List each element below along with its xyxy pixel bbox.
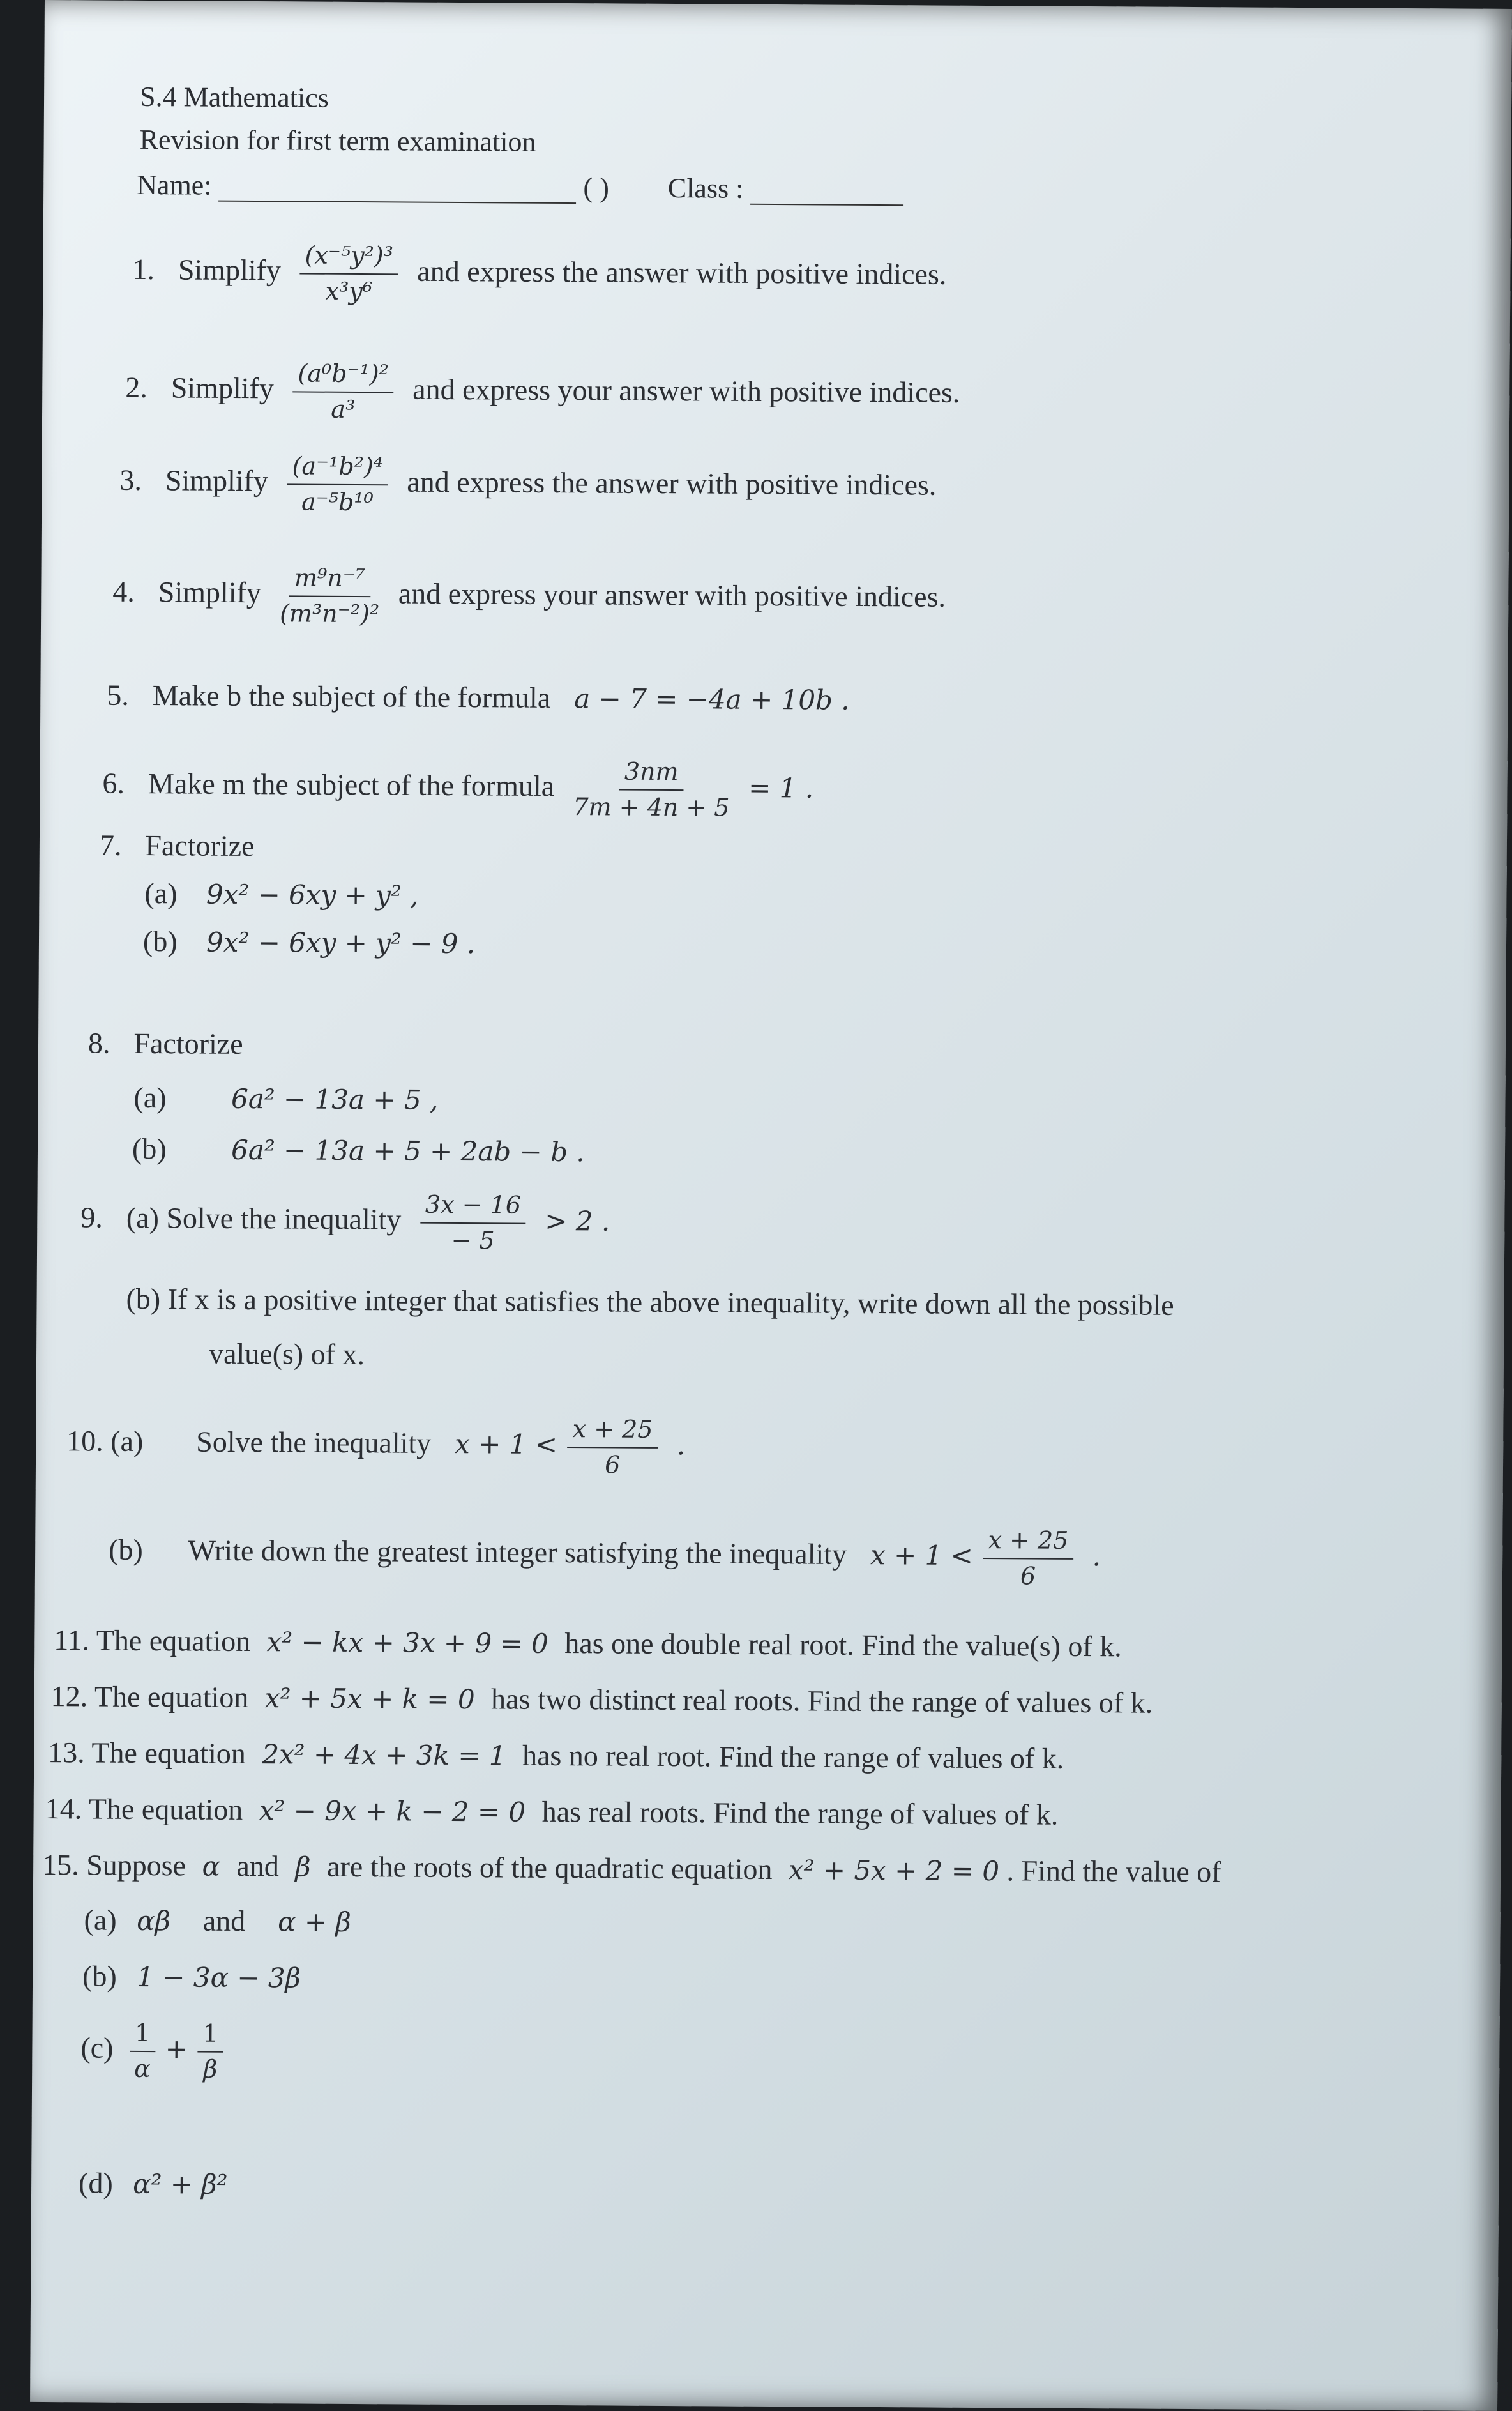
- denominator: 6: [1020, 1561, 1036, 1590]
- question-number: 2.: [125, 370, 147, 404]
- question-text: are the roots of the quadratic equation: [326, 1850, 773, 1886]
- denominator: a⁻⁵b¹⁰: [301, 487, 374, 516]
- numerator: (a⁰b⁻¹)²: [292, 359, 394, 393]
- part-label: (b): [109, 1533, 143, 1567]
- question-text: The equation: [96, 1624, 251, 1658]
- question-text: and: [202, 1904, 246, 1937]
- formula-tail: .: [676, 1429, 686, 1461]
- equation: x² + 5x + 2 = 0: [788, 1854, 1000, 1887]
- question-text: and express your answer with positive indices.: [398, 577, 946, 613]
- question-text: has no real root. Find the range of values of k.: [522, 1738, 1064, 1775]
- numerator: 1: [130, 2019, 156, 2052]
- question-10b: [109, 1521, 1101, 1592]
- question-text: has two distinct real roots. Find the range of values of k.: [490, 1682, 1153, 1719]
- question-1: [132, 240, 947, 310]
- formula-tail: .: [1092, 1540, 1101, 1572]
- expression: 9x² − 6xy + y² − 9 .: [206, 926, 476, 960]
- part-label: (b): [82, 1959, 117, 1993]
- beta-symbol: β: [295, 1851, 311, 1883]
- denominator: 7m + 4n + 5: [573, 792, 730, 822]
- class-label: Class :: [667, 172, 744, 204]
- question-5: [107, 678, 850, 717]
- equation: x² − kx + 3x + 9 = 0: [266, 1626, 548, 1659]
- numerator: 3x − 16: [420, 1190, 526, 1224]
- part-label: (a): [144, 876, 178, 910]
- question-number: 11.: [54, 1624, 90, 1657]
- question-14: [45, 1791, 1059, 1832]
- question-number: 13.: [48, 1736, 85, 1769]
- question-text: Suppose: [86, 1848, 186, 1882]
- part-label: (c): [80, 2031, 114, 2064]
- expression: x + 1 <: [455, 1428, 558, 1461]
- question-text: Simplify: [178, 253, 282, 287]
- formula-tail: = 1 .: [748, 772, 814, 804]
- question-text: Simplify: [165, 464, 269, 498]
- question-number: 1.: [132, 253, 155, 286]
- fraction: [197, 2019, 223, 2084]
- alpha-symbol: α: [202, 1850, 221, 1882]
- question-text: (a) Solve the inequality: [126, 1201, 402, 1236]
- question-text: Simplify: [158, 575, 262, 609]
- question-7: [100, 828, 255, 864]
- question-number: 6.: [102, 766, 125, 800]
- numerator: m⁹n⁻⁷: [289, 563, 370, 597]
- fraction: [983, 1526, 1073, 1591]
- formula: a − 7 = −4a + 10b .: [574, 683, 850, 716]
- question-15a: [84, 1902, 351, 1939]
- question-10: [66, 1411, 686, 1480]
- question-text: has one double real root. Find the value(s) of k.: [564, 1627, 1122, 1663]
- expression: x + 1 <: [870, 1539, 974, 1572]
- numerator: x + 25: [568, 1415, 658, 1448]
- fraction: [280, 563, 380, 628]
- question-number: 15.: [42, 1848, 79, 1882]
- question-text: Factorize: [133, 1026, 243, 1060]
- question-15b: [82, 1958, 301, 1995]
- question-number: 10. (a): [66, 1424, 144, 1458]
- denominator: a³: [331, 395, 356, 423]
- expression: 1 − 3α − 3β: [137, 1961, 301, 1994]
- question-number: 8.: [87, 1026, 110, 1060]
- question-text: has real roots. Find the range of values of k.: [541, 1795, 1059, 1831]
- question-text: Factorize: [145, 828, 255, 863]
- question-9b: (b) If x is a positive integer that satisfies the above inequality, write down all the possible: [126, 1282, 1174, 1321]
- question-8: [88, 1025, 243, 1061]
- question-4: [112, 563, 946, 632]
- equation: x² + 5x + k = 0: [264, 1682, 475, 1715]
- fraction: [287, 452, 388, 517]
- question-8a: [133, 1080, 438, 1117]
- formula-tail: > 2 .: [545, 1205, 610, 1237]
- number-bracket: ( ): [583, 172, 609, 204]
- denominator: − 5: [451, 1226, 495, 1254]
- question-text: Make m the subject of the formula: [147, 767, 555, 803]
- question-text: and express the answer with positive indices.: [407, 465, 937, 501]
- fraction: [292, 359, 394, 424]
- question-text: Make b the subject of the formula: [152, 679, 551, 714]
- numerator: x + 25: [983, 1526, 1073, 1559]
- expression: α² + β²: [133, 2168, 228, 2200]
- question-8b: [132, 1131, 585, 1169]
- exam-paper: [30, 0, 1512, 2411]
- question-text: and express your answer with positive indices.: [412, 372, 960, 409]
- equation: 2x² + 4x + 3k = 1: [262, 1738, 506, 1772]
- part-label: (d): [78, 2166, 113, 2200]
- question-number: 7.: [99, 828, 122, 862]
- part-label: (a): [84, 1903, 117, 1936]
- question-text: Simplify: [170, 371, 274, 405]
- question-15d: [79, 2165, 228, 2202]
- expression: 6a² − 13a + 5 ,: [231, 1083, 439, 1116]
- question-12: [51, 1678, 1153, 1721]
- name-row: [137, 168, 903, 206]
- question-15: [42, 1847, 1221, 1889]
- name-label: Name:: [137, 169, 212, 201]
- expression: 6a² − 13a + 5 + 2ab − b .: [231, 1134, 585, 1168]
- question-text: Write down the greatest integer satisfying the inequality: [188, 1533, 847, 1571]
- question-number: 4.: [112, 575, 135, 609]
- denominator: x³y⁶: [325, 277, 373, 305]
- denominator: (m³n⁻²)²: [280, 598, 380, 628]
- part-label: (a): [133, 1081, 167, 1114]
- question-7a: [144, 876, 418, 913]
- question-6: [102, 754, 813, 823]
- question-text: and: [236, 1849, 280, 1883]
- question-11: [54, 1622, 1122, 1664]
- equation: x² − 9x + k − 2 = 0: [259, 1795, 526, 1828]
- question-text: Solve the inequality: [196, 1425, 432, 1459]
- question-number: 3.: [119, 463, 142, 497]
- question-13: [48, 1735, 1064, 1776]
- question-number: 5.: [107, 678, 130, 711]
- question-text: The equation: [88, 1792, 243, 1826]
- expression: 9x² − 6xy + y² ,: [206, 878, 419, 911]
- denominator: 6: [605, 1450, 621, 1479]
- page-title: Revision for first term examination: [139, 123, 536, 158]
- question-text: The equation: [91, 1736, 246, 1770]
- subject-heading: S.4 Mathematics: [139, 80, 329, 114]
- class-field[interactable]: [750, 172, 903, 206]
- fraction: [567, 1415, 658, 1480]
- numerator: (x⁻⁵y²)³: [299, 241, 398, 275]
- question-2: [125, 358, 960, 428]
- numerator: (a⁻¹b²)⁴: [287, 452, 388, 485]
- question-text: . Find the value of: [1006, 1854, 1221, 1889]
- numerator: 3nm: [619, 757, 684, 791]
- denominator: β: [203, 2055, 218, 2083]
- fraction: [130, 2019, 156, 2083]
- expression: αβ: [137, 1905, 170, 1937]
- part-label: (b): [132, 1132, 167, 1166]
- part-label: (b): [142, 924, 178, 958]
- question-9b-continued: value(s) of x.: [208, 1337, 365, 1371]
- question-3: [119, 451, 937, 521]
- fraction: [420, 1190, 527, 1256]
- numerator: 1: [197, 2019, 223, 2053]
- question-number: 14.: [45, 1792, 82, 1825]
- question-text: The equation: [94, 1680, 249, 1714]
- question-9: [80, 1188, 610, 1256]
- fraction: [573, 757, 730, 823]
- plus-sign: +: [165, 2033, 188, 2065]
- denominator: α: [133, 2054, 151, 2083]
- question-7b: [143, 924, 476, 961]
- name-field[interactable]: [218, 169, 576, 204]
- question-text: and express the answer with positive indices.: [417, 254, 947, 291]
- fraction: [299, 241, 398, 306]
- question-number: 12.: [50, 1680, 88, 1713]
- question-15c: [80, 2018, 226, 2084]
- expression: α + β: [278, 1906, 351, 1938]
- question-number: 9.: [80, 1201, 103, 1234]
